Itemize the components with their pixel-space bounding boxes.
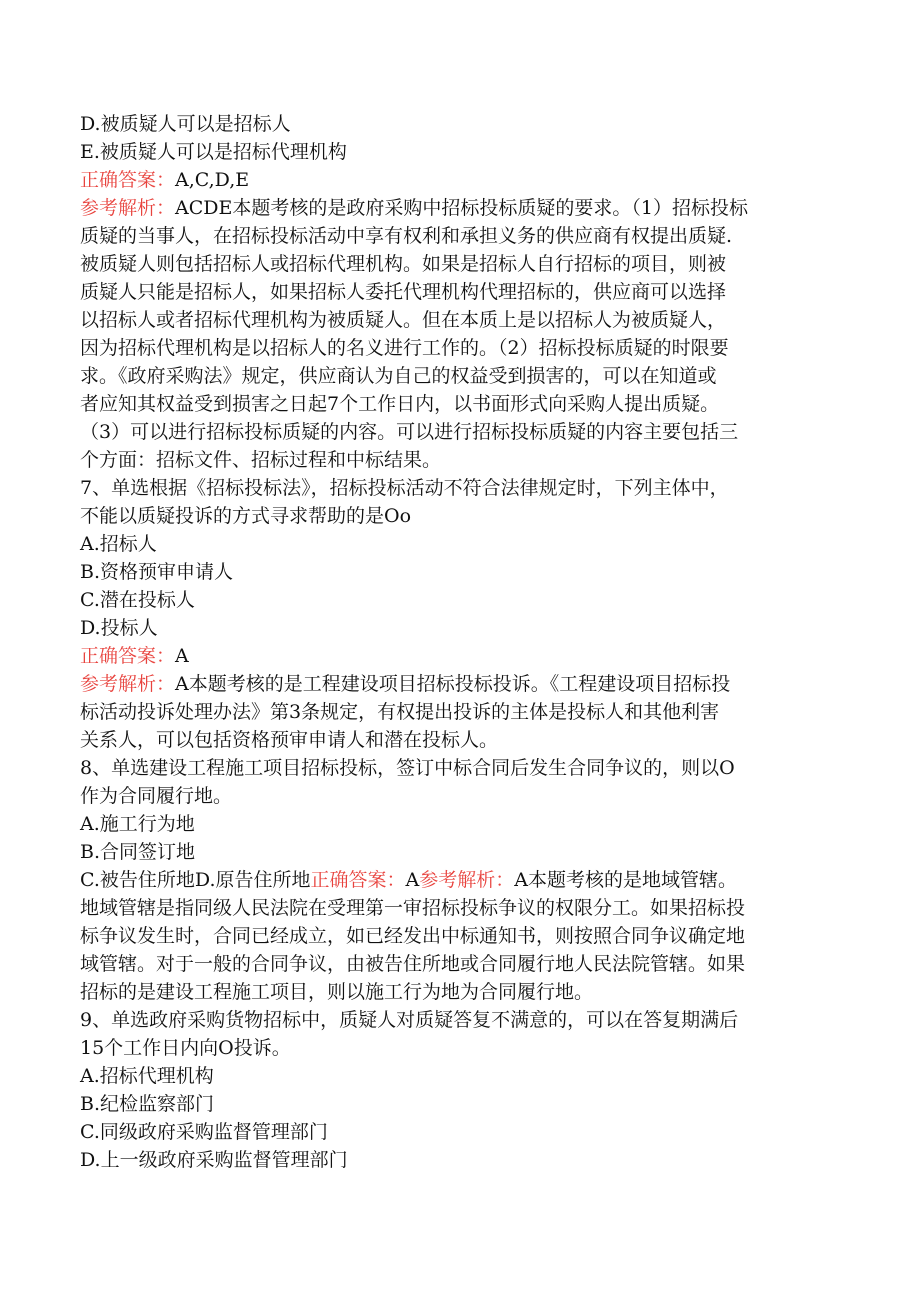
text-line <box>80 306 842 334</box>
text-line <box>80 698 842 726</box>
option-line-text: D.被质疑人可以是招标人 <box>80 113 291 135</box>
option-text: C.被告住所地D.原告住所地 <box>80 869 311 891</box>
option-line-text: B.资格预审申请人 <box>80 561 234 583</box>
text-line <box>80 390 842 418</box>
option-line <box>80 110 842 138</box>
answer-value: A,C,D,E <box>175 169 250 191</box>
answer-value: A <box>405 869 420 891</box>
option-line-text: E.被质疑人可以是招标代理机构 <box>80 141 347 163</box>
text-line <box>80 222 842 250</box>
option-line <box>80 138 842 166</box>
text-line-text: 者应知其权益受到损害之日起7个工作日内，以书面形式向采购人提出质疑。 <box>80 393 720 415</box>
answer-line <box>80 642 842 670</box>
text-line <box>80 250 842 278</box>
text-line <box>80 950 842 978</box>
text-line <box>80 726 842 754</box>
option-line-text: B.纪检监察部门 <box>80 1093 215 1115</box>
option-line-text: C.同级政府采购监督管理部门 <box>80 1121 328 1143</box>
option-line <box>80 558 842 586</box>
question-line <box>80 754 842 782</box>
text-line <box>80 978 842 1006</box>
text-line-text: 质疑人只能是招标人，如果招标人委托代理机构代理招标的，供应商可以选择 <box>80 281 727 303</box>
text-line-text: 作为合同履行地。 <box>80 785 233 807</box>
option-line-text: A.施工行为地 <box>80 813 195 835</box>
option-line-text: A.招标人 <box>80 533 157 555</box>
text-line-text: 关系人，可以包括资格预审申请人和潜在投标人。 <box>80 729 499 751</box>
answer-line <box>80 166 842 194</box>
text-line <box>80 334 842 362</box>
answer-label: 正确答案： <box>80 645 176 667</box>
option-line-text: B.合同签订地 <box>80 841 196 863</box>
answer-label: 正确答案： <box>310 869 406 891</box>
option-line-text: D.投标人 <box>80 617 158 639</box>
answer-value: A <box>175 645 189 667</box>
text-line <box>80 278 842 306</box>
option-line <box>80 530 842 558</box>
option-line <box>80 810 842 838</box>
text-line-text: 个方面：招标文件、招标过程和中标结果。 <box>80 449 442 471</box>
question-line <box>80 1006 842 1034</box>
text-line <box>80 502 842 530</box>
question-line-text: 7、单选根据《招标投标法》，招标投标活动不符合法律规定时，下列主体中， <box>80 477 729 499</box>
option-line <box>80 1146 842 1174</box>
text-line-text: 地域管辖是指同级人民法院在受理第一审招标投标争议的权限分工。如果招标投 <box>80 897 746 919</box>
answer-label: 正确答案： <box>80 169 176 191</box>
analysis-text: A本题考核的是地域管辖。 <box>514 869 737 891</box>
option-line <box>80 1118 842 1146</box>
text-line <box>80 362 842 390</box>
analysis-label: 参考解析： <box>419 869 515 891</box>
option-line-text: C.潜在投标人 <box>80 589 195 611</box>
text-line-text: 质疑的当事人，在招标投标活动中享有权利和承担义务的供应商有权提出质疑. <box>80 225 733 247</box>
text-line-text: 被质疑人则包括招标人或招标代理机构。如果是招标人自行招标的项目，则被 <box>80 253 727 275</box>
text-line-text: （3）可以进行招标投标质疑的内容。可以进行招标投标质疑的内容主要包括三 <box>80 421 739 443</box>
document-body <box>80 110 842 1174</box>
option-line <box>80 614 842 642</box>
text-line-text: 标争议发生时，合同已经成立，如已经发出中标通知书，则按照合同争议确定地 <box>80 925 746 947</box>
text-line <box>80 446 842 474</box>
analysis-text: A本题考核的是工程建设项目招标投标投诉。《工程建设项目招标投 <box>175 673 731 695</box>
analysis-line <box>80 670 842 698</box>
question-line-text: 9、单选政府采购货物招标中，质疑人对质疑答复不满意的，可以在答复期满后 <box>80 1009 739 1031</box>
text-line <box>80 418 842 446</box>
text-line-text: 以招标人或者招标代理机构为被质疑人。但在本质上是以招标人为被质疑人， <box>80 309 727 331</box>
option-line <box>80 1062 842 1090</box>
text-line-text: 不能以质疑投诉的方式寻求帮助的是Oo <box>80 505 412 527</box>
text-line <box>80 1034 842 1062</box>
question-line <box>80 474 842 502</box>
text-line <box>80 922 842 950</box>
analysis-label: 参考解析： <box>80 673 176 695</box>
option-line-text: A.招标代理机构 <box>80 1065 214 1087</box>
option-line <box>80 838 842 866</box>
option-line-text: D.上一级政府采购监督管理部门 <box>80 1149 348 1171</box>
analysis-label: 参考解析： <box>80 197 176 219</box>
text-line-text: 因为招标代理机构是以招标人的名义进行工作的。（2）招标投标质疑的时限要 <box>80 337 729 359</box>
text-line-text: 标活动投诉处理办法》第3条规定，有权提出投诉的主体是投标人和其他利害 <box>80 701 720 723</box>
analysis-text: ACDE本题考核的是政府采购中招标投标质疑的要求。（1）招标投标 <box>175 197 748 219</box>
text-line-text: 15个工作日内向O投诉。 <box>80 1037 291 1059</box>
text-line-text: 域管辖。对于一般的合同争议，由被告住所地或合同履行地人民法院管辖。如果 <box>80 953 746 975</box>
option-answer-analysis-line <box>80 866 842 894</box>
option-line <box>80 586 842 614</box>
text-line-text: 招标的是建设工程施工项目，则以施工行为地为合同履行地。 <box>80 981 594 1003</box>
text-line <box>80 894 842 922</box>
analysis-line <box>80 194 842 222</box>
text-line <box>80 782 842 810</box>
text-line-text: 求。《政府采购法》规定，供应商认为自己的权益受到损害的，可以在知道或 <box>80 365 717 387</box>
option-line <box>80 1090 842 1118</box>
question-line-text: 8、单选建设工程施工项目招标投标，签订中标合同后发生合同争议的，则以O <box>80 757 735 779</box>
